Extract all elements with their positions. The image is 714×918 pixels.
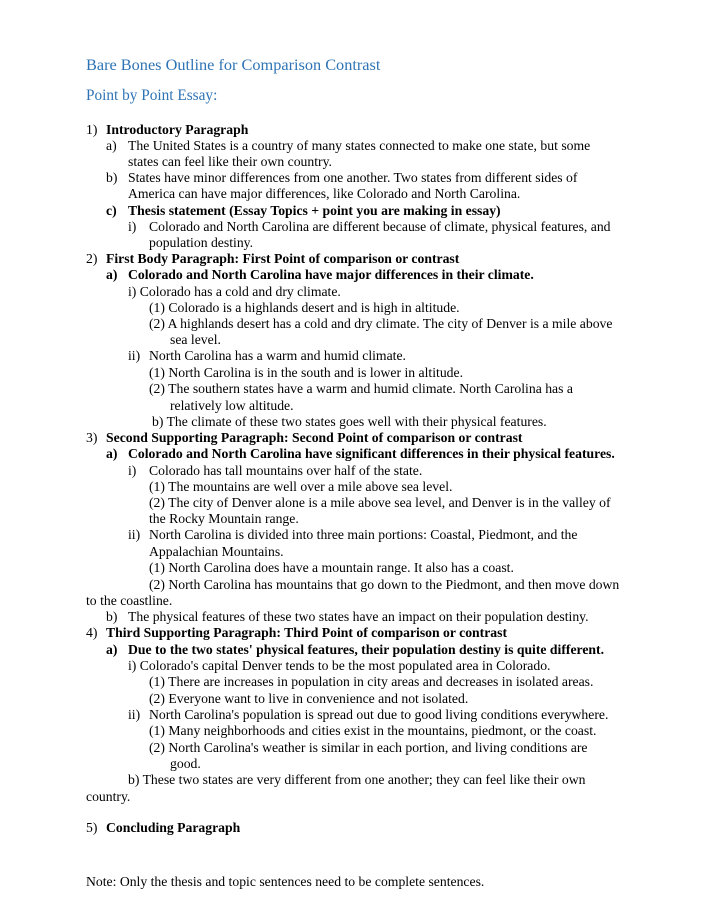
outline-line: Colorado has tall mountains over half of the state. <box>149 463 423 478</box>
topic-sentence: Colorado and North Carolina have significant differences in their physical features. <box>128 446 615 461</box>
outline-marker: b) <box>106 170 118 185</box>
outline-line: the Rocky Mountain range. <box>149 511 299 526</box>
outline-line: population destiny. <box>149 235 254 250</box>
outline-line: North Carolina has a warm and humid climate. <box>149 348 406 363</box>
outline-line: (1) The mountains are well over a mile above sea level. <box>149 479 453 494</box>
outline-line: (1) Colorado is a highlands desert and is high in altitude. <box>149 300 460 315</box>
outline-marker: ii) <box>128 527 141 542</box>
outline-line: country. <box>86 789 131 804</box>
outline-line: America can have major differences, like Colorado and North Carolina. <box>128 186 521 201</box>
outline-line: States have minor differences from one another. Two states from different sides of <box>128 170 578 185</box>
outline-line: (2) Everyone want to live in convenience and not isolated. <box>149 691 469 706</box>
outline-line: good. <box>170 756 201 771</box>
outline-line: to the coastline. <box>86 593 173 608</box>
outline-marker: a) <box>106 446 118 461</box>
footnote: Note: Only the thesis and topic sentences need to be complete sentences. <box>86 874 485 889</box>
outline-line: sea level. <box>170 332 221 347</box>
outline-marker: a) <box>106 642 118 657</box>
outline-marker: i) <box>128 463 137 478</box>
topic-sentence: Colorado and North Carolina have major differences in their climate. <box>128 267 534 282</box>
outline-marker: 1) <box>86 122 98 137</box>
document-subtitle: Point by Point Essay: <box>86 87 218 104</box>
outline-line: The United States is a country of many states connected to make one state, but some <box>128 138 591 153</box>
outline-line: Colorado and North Carolina are different because of climate, physical features, and <box>149 219 611 234</box>
outline-line: (1) Many neighborhoods and cities exist in the mountains, piedmont, or the coast. <box>149 723 597 738</box>
outline-line: (2) A highlands desert has a cold and dry climate. The city of Denver is a mile above <box>149 316 613 331</box>
outline-marker: 5) <box>86 820 98 835</box>
outline-line: (1) North Carolina does have a mountain range. It also has a coast. <box>149 560 514 575</box>
outline-line: (2) North Carolina has mountains that go down to the Piedmont, and then move down <box>149 577 620 592</box>
section-heading-concluding: Concluding Paragraph <box>106 820 241 835</box>
outline-marker: 4) <box>86 625 98 640</box>
outline-marker: i) <box>128 219 137 234</box>
outline-marker: 2) <box>86 251 98 266</box>
outline-line: states can feel like their own country. <box>128 154 332 169</box>
outline-marker: a) <box>106 267 118 282</box>
section-heading-second-supporting: Second Supporting Paragraph: Second Point of comparison or contrast <box>106 430 523 445</box>
outline-line: (2) The southern states have a warm and humid climate. North Carolina has a <box>149 381 573 396</box>
document-title: Bare Bones Outline for Comparison Contrast <box>86 55 381 74</box>
outline-line: b) These two states are very different from one another; they can feel like their own <box>128 772 586 787</box>
outline-line: i) Colorado's capital Denver tends to be the most populated area in Colorado. <box>128 658 551 673</box>
outline-marker: b) <box>106 609 118 624</box>
outline-marker: 3) <box>86 430 98 445</box>
outline-marker: ii) <box>128 348 141 363</box>
thesis-statement-heading: Thesis statement (Essay Topics + point you are making in essay) <box>128 203 501 218</box>
topic-sentence: Due to the two states' physical features, their population destiny is quite different. <box>128 642 605 657</box>
outline-line: (2) The city of Denver alone is a mile above sea level, and Denver is in the valley of <box>149 495 611 510</box>
outline-line: (1) There are increases in population in city areas and decreases in isolated areas. <box>149 674 594 689</box>
outline-line: relatively low altitude. <box>170 398 294 413</box>
outline-line: (1) North Carolina is in the south and is lower in altitude. <box>149 365 463 380</box>
section-heading-first-body: First Body Paragraph: First Point of comparison or contrast <box>106 251 460 266</box>
section-heading-third-supporting: Third Supporting Paragraph: Third Point of comparison or contrast <box>106 625 508 640</box>
outline-line: (2) North Carolina's weather is similar in each portion, and living conditions are <box>149 740 588 755</box>
outline-line: North Carolina's population is spread out due to good living conditions everywhere. <box>149 707 609 722</box>
outline-marker: a) <box>106 138 117 153</box>
outline-line: The physical features of these two states have an impact on their population destiny. <box>128 609 589 624</box>
outline-line: North Carolina is divided into three main portions: Coastal, Piedmont, and the <box>149 527 578 542</box>
outline-line: Appalachian Mountains. <box>149 544 284 559</box>
outline-marker: c) <box>106 203 117 218</box>
section-heading-introductory: Introductory Paragraph <box>106 122 249 137</box>
outline-marker: ii) <box>128 707 141 722</box>
outline-line: i) Colorado has a cold and dry climate. <box>128 284 341 299</box>
outline-line: b) The climate of these two states goes well with their physical features. <box>152 414 547 429</box>
